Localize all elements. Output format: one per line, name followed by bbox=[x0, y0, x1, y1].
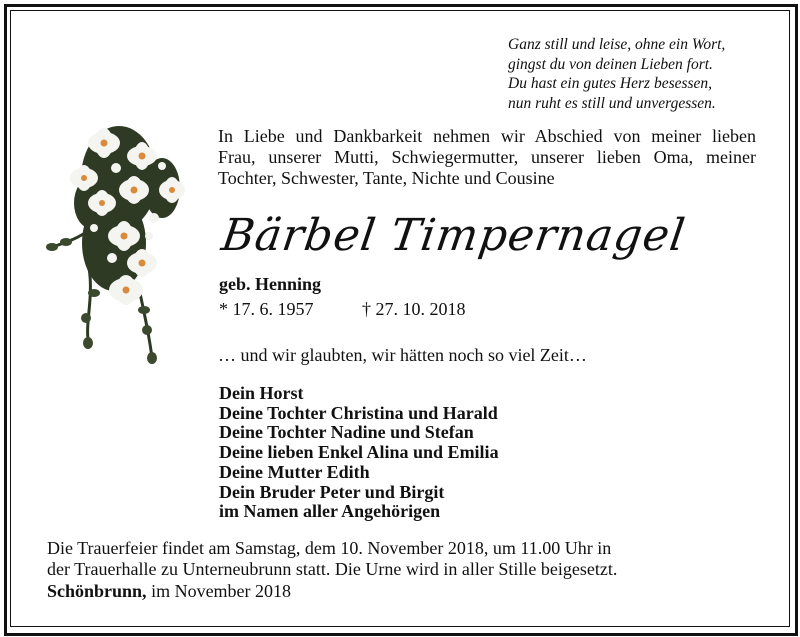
life-dates bbox=[219, 299, 466, 320]
intro-line: Frau, unserer Mutti, Schwiegermutter, unserer lieben Oma, meiner bbox=[218, 147, 756, 167]
mourner: Deine Tochter Nadine und Stefan bbox=[219, 422, 474, 443]
poem-line: gingst du von deinen Lieben fort. bbox=[508, 55, 713, 73]
closing-place: Schönbrunn, bbox=[47, 581, 147, 601]
mourner: Dein Bruder Peter und Birgit bbox=[219, 481, 445, 502]
mourners-list bbox=[219, 384, 499, 522]
deceased-name: Bärbel Timpernagel bbox=[218, 210, 689, 261]
quote: … und wir glaubten, wir hätten noch so viel Zeit… bbox=[218, 345, 587, 365]
service-line: Die Trauerfeier findet am Samstag, dem 10. November 2018, um 11.00 Uhr in bbox=[47, 538, 612, 558]
poem-line: Ganz still und leise, ohne ein Wort, bbox=[508, 36, 726, 53]
intro-line: Tochter, Schwester, Tante, Nichte und Cousine bbox=[218, 168, 555, 188]
intro-line: In Liebe und Dankbarkeit nehmen wir Abschied von meiner lieben bbox=[218, 126, 756, 146]
closing-date: im November 2018 bbox=[151, 581, 292, 601]
poem bbox=[508, 35, 725, 113]
mourner: Deine lieben Enkel Alina und Emilia bbox=[219, 442, 499, 463]
birth-date: * 17. 6. 1957 bbox=[219, 299, 314, 319]
mourner: Dein Horst bbox=[219, 383, 304, 403]
poem-line: nun ruht es still und unvergessen. bbox=[508, 94, 716, 112]
service-info bbox=[47, 538, 617, 580]
orchid-bouquet-icon bbox=[44, 118, 194, 368]
poem-line: Du hast ein gutes Herz besessen, bbox=[508, 75, 713, 92]
mourner: Deine Tochter Christina und Harald bbox=[219, 402, 498, 423]
mourner: Deine Mutter Edith bbox=[219, 461, 370, 482]
intro-text bbox=[218, 126, 756, 189]
death-date: † 27. 10. 2018 bbox=[362, 299, 466, 319]
closing-line bbox=[47, 581, 291, 602]
mourner: im Namen aller Angehörigen bbox=[219, 501, 441, 522]
service-line: der Trauerhalle zu Unterneubrunn statt. Die Urne wird in aller Stille beigesetzt. bbox=[47, 559, 618, 579]
maiden-name: geb. Henning bbox=[219, 274, 322, 294]
